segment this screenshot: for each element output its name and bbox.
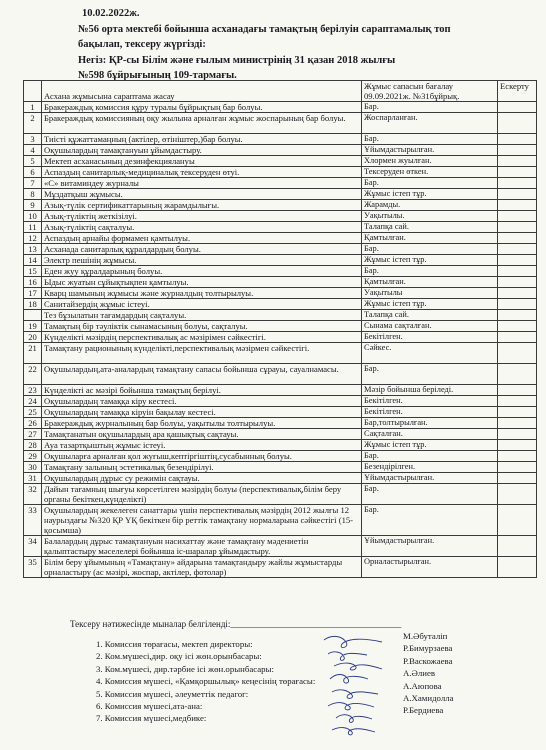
row-criterion: Азық-түліктің жеткізілуі. (42, 211, 362, 222)
signer-role: 7. Комиссия мүшесі,медбике: (96, 713, 207, 724)
table-row (24, 505, 537, 536)
row-number: 2 (24, 113, 42, 134)
row-criterion: Санитайзердің жұмыс істеуі. (42, 299, 362, 310)
table-row (24, 178, 537, 189)
row-note (498, 102, 537, 113)
row-criterion: Еден жуу құралдарының болуы. (42, 266, 362, 277)
signer-role: 1. Комиссия төрағасы, мектеп директоры: (96, 639, 253, 649)
row-number: 3 (24, 134, 42, 145)
row-result: Бар. (362, 102, 498, 113)
table-row (24, 233, 537, 244)
table-row (24, 277, 537, 288)
row-criterion: Кварц шамының жұмысы және журналдың толтырылуы. (42, 288, 362, 299)
row-result: Жұмыс істеп тұр. (362, 189, 498, 200)
row-number: 13 (24, 244, 42, 255)
row-result: Бар. (362, 364, 498, 385)
signer-role: 5. Комиссия мүшесі, әлеуметтік педагог: (96, 688, 249, 699)
row-result: Бекітілген. (362, 332, 498, 343)
row-note (498, 113, 537, 134)
row-number: 8 (24, 189, 42, 200)
row-note (498, 211, 537, 222)
row-result: Бар. (362, 134, 498, 145)
signer-name: Р.Бимурзаева (403, 643, 453, 654)
row-number: 4 (24, 145, 42, 156)
row-number: 9 (24, 200, 42, 211)
row-note (498, 536, 537, 557)
row-criterion: Аспаздың санитарлық-медициналық тексеруден өтуі. (42, 167, 362, 178)
row-criterion: Оқушылардың тамақтануын ұйымдастыру. (42, 145, 362, 156)
row-note (498, 134, 537, 145)
row-note (498, 343, 537, 364)
table-row (24, 222, 537, 233)
row-note (498, 451, 537, 462)
row-criterion: Оқушылардың тамаққа кіру кестесі. (42, 396, 362, 407)
row-result: Тексеруден өткен. (362, 167, 498, 178)
row-result: Ұйымдастырылған. (362, 473, 498, 484)
row-criterion: Білім беру ұйымының «Тамақтану» айдарына тамақтандыру жайлы жұмыстарды орналастыру (ас мәзірі, жоспар, актілер, фотолар) (42, 557, 362, 578)
table-row (24, 418, 537, 429)
row-result: Безендірілген. (362, 462, 498, 473)
row-number: 34 (24, 536, 42, 557)
table-row (24, 189, 537, 200)
row-result: Жұмыс істеп тұр. (362, 255, 498, 266)
table-header-cell: Асхана жұмысына сараптама жасау (42, 81, 362, 102)
row-result: Сынама сақталған. (362, 321, 498, 332)
row-criterion: Тамақтың бір тәуліктік сынамасының болуы, сақталуы. (42, 321, 362, 332)
row-note (498, 396, 537, 407)
row-result: Жұмыс істеп тұр. (362, 440, 498, 451)
table-row (24, 429, 537, 440)
row-result: Сәйкес. (362, 343, 498, 364)
table-row (24, 332, 537, 343)
table-row (24, 167, 537, 178)
row-number: 20 (24, 332, 42, 343)
row-note (498, 167, 537, 178)
row-result: Жұмыс істеп тұр. (362, 299, 498, 310)
row-criterion: Ауа тазартқыштың жұмыс істеуі. (42, 440, 362, 451)
row-number: 23 (24, 385, 42, 396)
table-row (24, 396, 537, 407)
row-criterion: Ыдыс жуатын сұйықтықпен қамтылуы. (42, 277, 362, 288)
row-note (498, 505, 537, 536)
signer-name: А.Аюпова (403, 680, 442, 691)
row-criterion: Балалардың дұрыс тамақтануын насихаттау және тамақтану мәдениетін қалыптастыру мәселелері бойынша іс-шаралар ұйымдастыру. (42, 536, 362, 557)
row-note (498, 484, 537, 505)
signer-name: А.Әлиев (403, 668, 436, 679)
row-number: 10 (24, 211, 42, 222)
row-number: 1 (24, 102, 42, 113)
row-criterion: «С» витаминдеу журналы (42, 178, 362, 189)
row-result: Орналастырылған. (362, 557, 498, 578)
row-number: 33 (24, 505, 42, 536)
header-line-2: бақылап, тексеру жүргізді: (78, 39, 206, 50)
row-criterion: Тез бұзылатын тағамдардың сақталуы. (42, 310, 362, 321)
row-note (498, 364, 537, 385)
row-criterion: Күнделікті ас мәзірі бойынша тамақтың берілуі. (42, 385, 362, 396)
row-criterion: Азық-түлік сертификаттарының жарамдылығы. (42, 200, 362, 211)
row-result: Талапқа сай. (362, 310, 498, 321)
row-result: Ұйымдастырылған. (362, 536, 498, 557)
row-result: Уақытылы (362, 288, 498, 299)
row-criterion: Бракераждық журналының бар болуы, уақытылы толтырылуы. (42, 418, 362, 429)
signer-name: А.Хамидолла (403, 693, 454, 704)
row-number: 19 (24, 321, 42, 332)
signer-name: Р.Васкожаева (403, 655, 453, 666)
row-result: Қамтылған. (362, 277, 498, 288)
row-note (498, 321, 537, 332)
row-criterion: Электр пешінің жұмысы. (42, 255, 362, 266)
row-number: 30 (24, 462, 42, 473)
row-note (498, 557, 537, 578)
header-line-4: №598 бұйрығының 109-тармағы. (78, 70, 237, 81)
row-result: Бар. (362, 266, 498, 277)
table-row (24, 385, 537, 396)
row-number: 29 (24, 451, 42, 462)
row-number: 14 (24, 255, 42, 266)
table-row (24, 102, 537, 113)
row-result: Бар. (362, 505, 498, 536)
document-header (78, 6, 518, 84)
table-row (24, 211, 537, 222)
row-criterion: Оқушылардың тамаққа кіруін бақылау кестесі. (42, 407, 362, 418)
table-row (24, 255, 537, 266)
table-row (24, 536, 537, 557)
row-number: 6 (24, 167, 42, 178)
row-criterion: Дайын тағамның шығуы көрсетілген мәзірдің болуы (перспективалық,білім беру органы бекіткен,күнделікті) (42, 484, 362, 505)
document-date: 10.02.2022ж. (82, 8, 140, 19)
row-number: 15 (24, 266, 42, 277)
row-number: 12 (24, 233, 42, 244)
summary-line: Тексеру нәтижесінде мыналар белгіленді:______________________________________ (70, 619, 402, 629)
table-row (24, 266, 537, 277)
row-note (498, 200, 537, 211)
row-note (498, 266, 537, 277)
row-number: 25 (24, 407, 42, 418)
row-note (498, 178, 537, 189)
row-criterion: Азық-түліктің сақталуы. (42, 222, 362, 233)
row-result: Мәзір бойынша беріледі. (362, 385, 498, 396)
row-result: Бар. (362, 178, 498, 189)
row-number: 27 (24, 429, 42, 440)
row-note (498, 189, 537, 200)
row-note (498, 418, 537, 429)
table-row (24, 310, 537, 321)
table-row (24, 557, 537, 578)
table-row (24, 134, 537, 145)
row-number: 17 (24, 288, 42, 299)
row-note (498, 473, 537, 484)
inspection-table (23, 80, 537, 578)
row-criterion: Бракераждық комиссия құру туралы бұйрықтың бар болуы. (42, 102, 362, 113)
row-number: 18 (24, 299, 42, 310)
row-result: Бар. (362, 451, 498, 462)
table-row (24, 364, 537, 385)
row-criterion: Бракераждық комиссияның оқу жылына арналған жұмыс жоспарының бар болуы. (42, 113, 362, 134)
row-note (498, 429, 537, 440)
table-row (24, 299, 537, 310)
row-number: 26 (24, 418, 42, 429)
row-result: Бар. (362, 484, 498, 505)
handwritten-signatures (314, 630, 404, 740)
table-row (24, 244, 537, 255)
row-result: Бар,толтырылған. (362, 418, 498, 429)
row-criterion: Оқушылардың дұрыс су режимін сақтауы. (42, 473, 362, 484)
row-criterion: Тамақтану рационының күнделікті,перспективалық мәзірмен сәйкестігі. (42, 343, 362, 364)
row-result: Уақытылы. (362, 211, 498, 222)
row-number: 11 (24, 222, 42, 233)
row-note (498, 244, 537, 255)
row-note (498, 407, 537, 418)
signer-name: Р.Бердиева (403, 705, 444, 716)
row-number: 7 (24, 178, 42, 189)
row-result: Бар. (362, 244, 498, 255)
row-result: Ұйымдастырылған. (362, 145, 498, 156)
row-note (498, 299, 537, 310)
row-number: 32 (24, 484, 42, 505)
row-criterion: Мұздатқыш жұмысы. (42, 189, 362, 200)
row-criterion: Тиісті құжаттамаңның (актілер, өтініштер,)бар болуы. (42, 134, 362, 145)
row-result: Талапқа сай. (362, 222, 498, 233)
row-number: 35 (24, 557, 42, 578)
table-row (24, 288, 537, 299)
table-row (24, 440, 537, 451)
table-header-cell (24, 81, 42, 102)
row-note (498, 277, 537, 288)
row-number: 22 (24, 364, 42, 385)
table-header-cell: Ескерту (498, 81, 537, 102)
table-row (24, 462, 537, 473)
row-note (498, 233, 537, 244)
row-note (498, 440, 537, 451)
table-row (24, 473, 537, 484)
row-result: Жарамды. (362, 200, 498, 211)
table-row (24, 145, 537, 156)
row-number: 21 (24, 343, 42, 364)
row-note (498, 462, 537, 473)
row-note (498, 332, 537, 343)
table-row (24, 407, 537, 418)
row-criterion: Тамақтану залының эстетикалық безендірілуі. (42, 462, 362, 473)
signer-role: 4. Комиссия мүшесі, «Қамқоршылық» кеңесінің төрағасы: (96, 676, 316, 687)
row-number: 16 (24, 277, 42, 288)
row-result: Хлормен жуылған. (362, 156, 498, 167)
row-note (498, 255, 537, 266)
row-note (498, 288, 537, 299)
row-criterion: Мектеп асханасының дезинфекциялануы (42, 156, 362, 167)
table-header-cell: Жұмыс сапасын бағалау 09.09.2021ж. №31бұйрық. (362, 81, 498, 102)
table-row (24, 484, 537, 505)
signer-name: М.Әбуталіп (403, 631, 448, 641)
signer-role: 3. Ком.мүшесі, дир.тәрбие ісі жөн.орынбасары: (96, 663, 274, 674)
row-note (498, 156, 537, 167)
row-result: Жоспарланған. (362, 113, 498, 134)
row-criterion: Оқушылардың,ата-аналардың тамақтану сапасы бойынша сұрауы, сауалнамасы. (42, 364, 362, 385)
row-number: 5 (24, 156, 42, 167)
table-header-row (24, 81, 537, 102)
signer-names (403, 630, 454, 717)
row-result: Сақталған. (362, 429, 498, 440)
table-row (24, 156, 537, 167)
table-row (24, 113, 537, 134)
row-criterion: Аспаздың арнайы формамен қамтылуы. (42, 233, 362, 244)
row-note (498, 310, 537, 321)
row-note (498, 222, 537, 233)
table-row (24, 451, 537, 462)
row-result: Қамтылған. (362, 233, 498, 244)
row-criterion: Тамақтанатын оқушылардың ара қашықтық сақтауы. (42, 429, 362, 440)
row-number (24, 310, 42, 321)
header-line-3: Негіз: ҚР-сы Білім және ғылым министрінің 31 қазан 2018 жылғы (78, 54, 396, 66)
header-line-1: №56 орта мектебі бойынша асханадағы тамақтың берілуін сараптамалық топ (78, 23, 451, 35)
table-row (24, 200, 537, 211)
row-result: Бекітілген. (362, 407, 498, 418)
signer-role: 6. Комиссия мүшесі,ата-ана: (96, 700, 203, 711)
row-number: 31 (24, 473, 42, 484)
signer-role: 2. Ком.мүшесі,дир. оқу ісі жөн.орынбасары: (96, 651, 262, 662)
row-result: Бекітілген. (362, 396, 498, 407)
row-criterion: Асханада санитарлық құралдардың болуы. (42, 244, 362, 255)
row-criterion: Оқушылардың жекелеген санаттары үшін перспективалық мәзірдің 2012 жылғы 12 наурыздағы №320 ҚР ҮҚ бекіткен бір реттік тамақтану нормаларына сәйкестігі (15-қосымша) (42, 505, 362, 536)
row-criterion: Күнделікті мәзірдің перспективалық ас мәзірімен сәйкестігі. (42, 332, 362, 343)
row-number: 28 (24, 440, 42, 451)
table-row (24, 343, 537, 364)
table-row (24, 321, 537, 332)
row-number: 24 (24, 396, 42, 407)
row-note (498, 385, 537, 396)
row-note (498, 145, 537, 156)
row-criterion: Оқушыларға арналған қол жуғыш,кептіргіштің,сусабынның болуы. (42, 451, 362, 462)
